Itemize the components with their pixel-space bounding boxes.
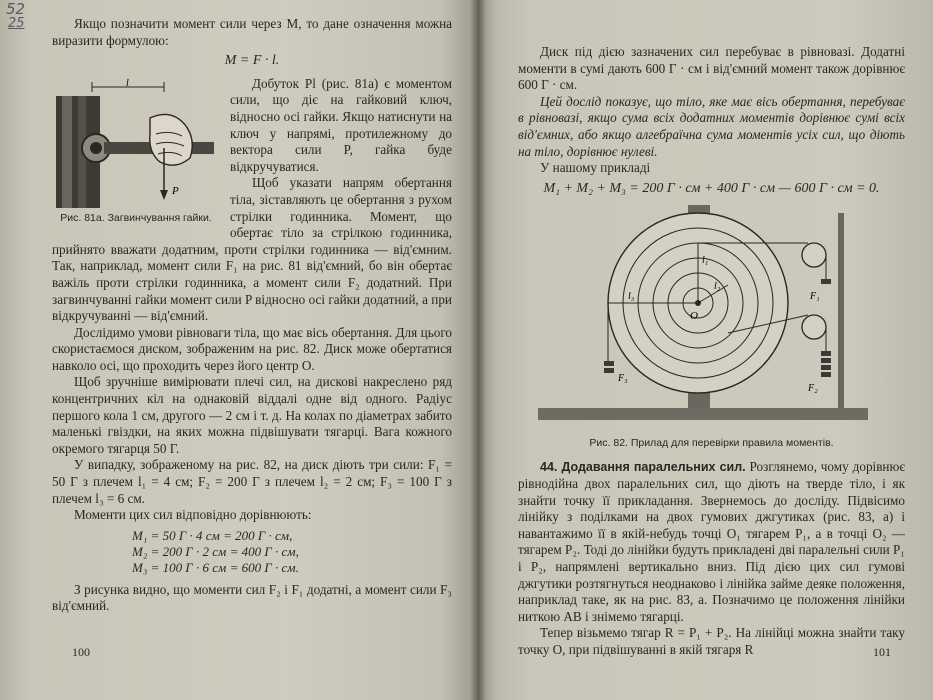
fig-label-f2: F₂ [808, 383, 818, 395]
figure-81a [52, 78, 220, 225]
paragraph-text: Розглянемо, чому дорівнює рівнодійна двох паралельних сил, що діють на тверде тіло, і як знайти точку її прикладання. Звернемось до досліду. Підвісимо лінійку з поділками на двох гумових джгутиках (рис. 83, а) і навантажимо її в якій-небудь точці O₁ тягарем P₁, а в точці O₂ — тягарем P₂. Тоді до лінійки будуть прикладені дві паралельні сили P₁ і P₂, напрямлені вертикально вниз. Під дією цих сил гумові джгутики розтягнуться неоднаково і лінійка займе деяке положення, наприклад таке, як на рис. 83, а. Позначимо це положення лінійки ниткою AB і знімемо тягарці. [518, 459, 905, 624]
paragraph: Добуток Pl (рис. 81а) є моментом сили, що діє на гайковий ключ, відносно осі гайки. Якщо натиснути на ключ у напрямі, протилежному до вектора сили P, гайка буде відкручуватися. [230, 75, 452, 174]
paragraph: Цей дослід показує, що тіло, яке має вісь обертання, перебуває в рівновазі, якщо сума всіх додатних моментів дорівнює сумі всіх від'ємних, або якщо алгебраїчна сума моментів усіх сил, що діють на тіло, дорівнює нулеві. [518, 93, 905, 159]
paragraph: У випадку, зображеному на рис. 82, на диск діють три сили: F₁ = 50 Г з плечем l₁ = 4 см; F₂ = 200 Г з плечем l₂ = 2 см; F₃ = 100 Г з плечем l₃ = 6 см. [52, 457, 452, 506]
page-number: 101 [873, 645, 891, 659]
paragraph: З рисунка видно, що моменти сил F₂ і F₁ додатні, а момент сили F₃ від'ємний. [52, 581, 452, 614]
paragraph: Тепер візьмемо тягар R = P₁ + P₂. На лінійці можна знайти таку точку O, при підвішуванні в якій тягаря R [518, 625, 905, 657]
book-gutter [470, 0, 486, 700]
paragraph: Якщо позначити момент сили через M, то дане означення можна виразити формулою: [52, 16, 452, 48]
right-page [478, 0, 933, 700]
moment-line: M₁ = 50 Г · 4 см = 200 Г · см, [132, 527, 293, 543]
section-title: 44. Додавання паралельних сил. [540, 460, 746, 475]
fig-label-o: O [690, 310, 698, 323]
paragraph: У нашому прикладі [540, 160, 651, 176]
figure-caption: Рис. 82. Прилад для перевірки правила моментів. [589, 437, 834, 450]
moment-line: M₂ = 200 Г · 2 см = 400 Г · см, [132, 543, 299, 559]
fig-label-l: l [126, 77, 129, 89]
fig-label-f3: F₃ [618, 373, 628, 385]
formula: M₁ + M₂ + M₃ = 200 Г · см + 400 Г · см — 600 Г · см = 0. [543, 180, 880, 196]
paragraph: Щоб указати напрям обертання тіла, зіставляють це обертання з рухом стрілки годинника. Момент, що обертає тіло за стрілкою годинника, прийнято вважати додатним, проти стрілки годинника — від'ємним. Так, наприклад, момент сили F₁ на рис. 81 від'ємний, бо він обертає важіль проти стрілки годинника, а момент сили F₂ додатний. При загвинчуванні гайки момент сили P відносно осі гайки додатний, а при відкручуванні — від'ємний. [52, 175, 452, 324]
paragraph: Моменти цих сил відповідно дорівнюють: [74, 507, 312, 523]
moment-line: M₃ = 100 Г · 6 см = 600 Г · см. [132, 559, 299, 575]
fig-label-l2: l₂ [714, 281, 721, 293]
pen-mark: 25 [8, 16, 25, 31]
moment-disk-illustration [518, 203, 905, 435]
paragraph: Щоб зручніше вимірювати плечі сил, на дискові накреслено ряд концентричних кіл на однаковій віддалі одне від одного. Радіус першого кола 1 см, другого — 2 см і т. д. На колах по діаметрах забито маленькі гвіздки, на яких можна підвішувати тягарці. Вага кожного окремого тягарця 50 Г. [52, 374, 452, 456]
paragraph: Дослідимо умови рівноваги тіла, що має вісь обертання. Для цього скористаємося диском, зображеним на рис. 82. Диск може обертатися навколо осі, що проходить через його центр O. [52, 324, 452, 373]
page-number: 100 [72, 645, 90, 659]
fig-label-f1: F₁ [810, 291, 820, 303]
fig-label-l1: l₁ [702, 255, 709, 267]
moments-list [132, 528, 452, 576]
fig-label-l3: l₃ [628, 291, 635, 303]
paragraph [518, 459, 905, 625]
pen-mark: 52 [6, 0, 26, 18]
figure-82 [518, 203, 905, 449]
formula: M = F · l. [224, 53, 280, 69]
wrench-illustration [52, 78, 220, 210]
fig-label-p: P [172, 184, 179, 197]
figure-caption: Рис. 81а. Загвинчування гайки. [60, 211, 212, 224]
paragraph: Диск під дією зазначених сил перебуває в рівновазі. Додатні моменти в сумі дають 600 Г · см і від'ємний момент також дорівнює 600 Г · см. [518, 44, 905, 93]
